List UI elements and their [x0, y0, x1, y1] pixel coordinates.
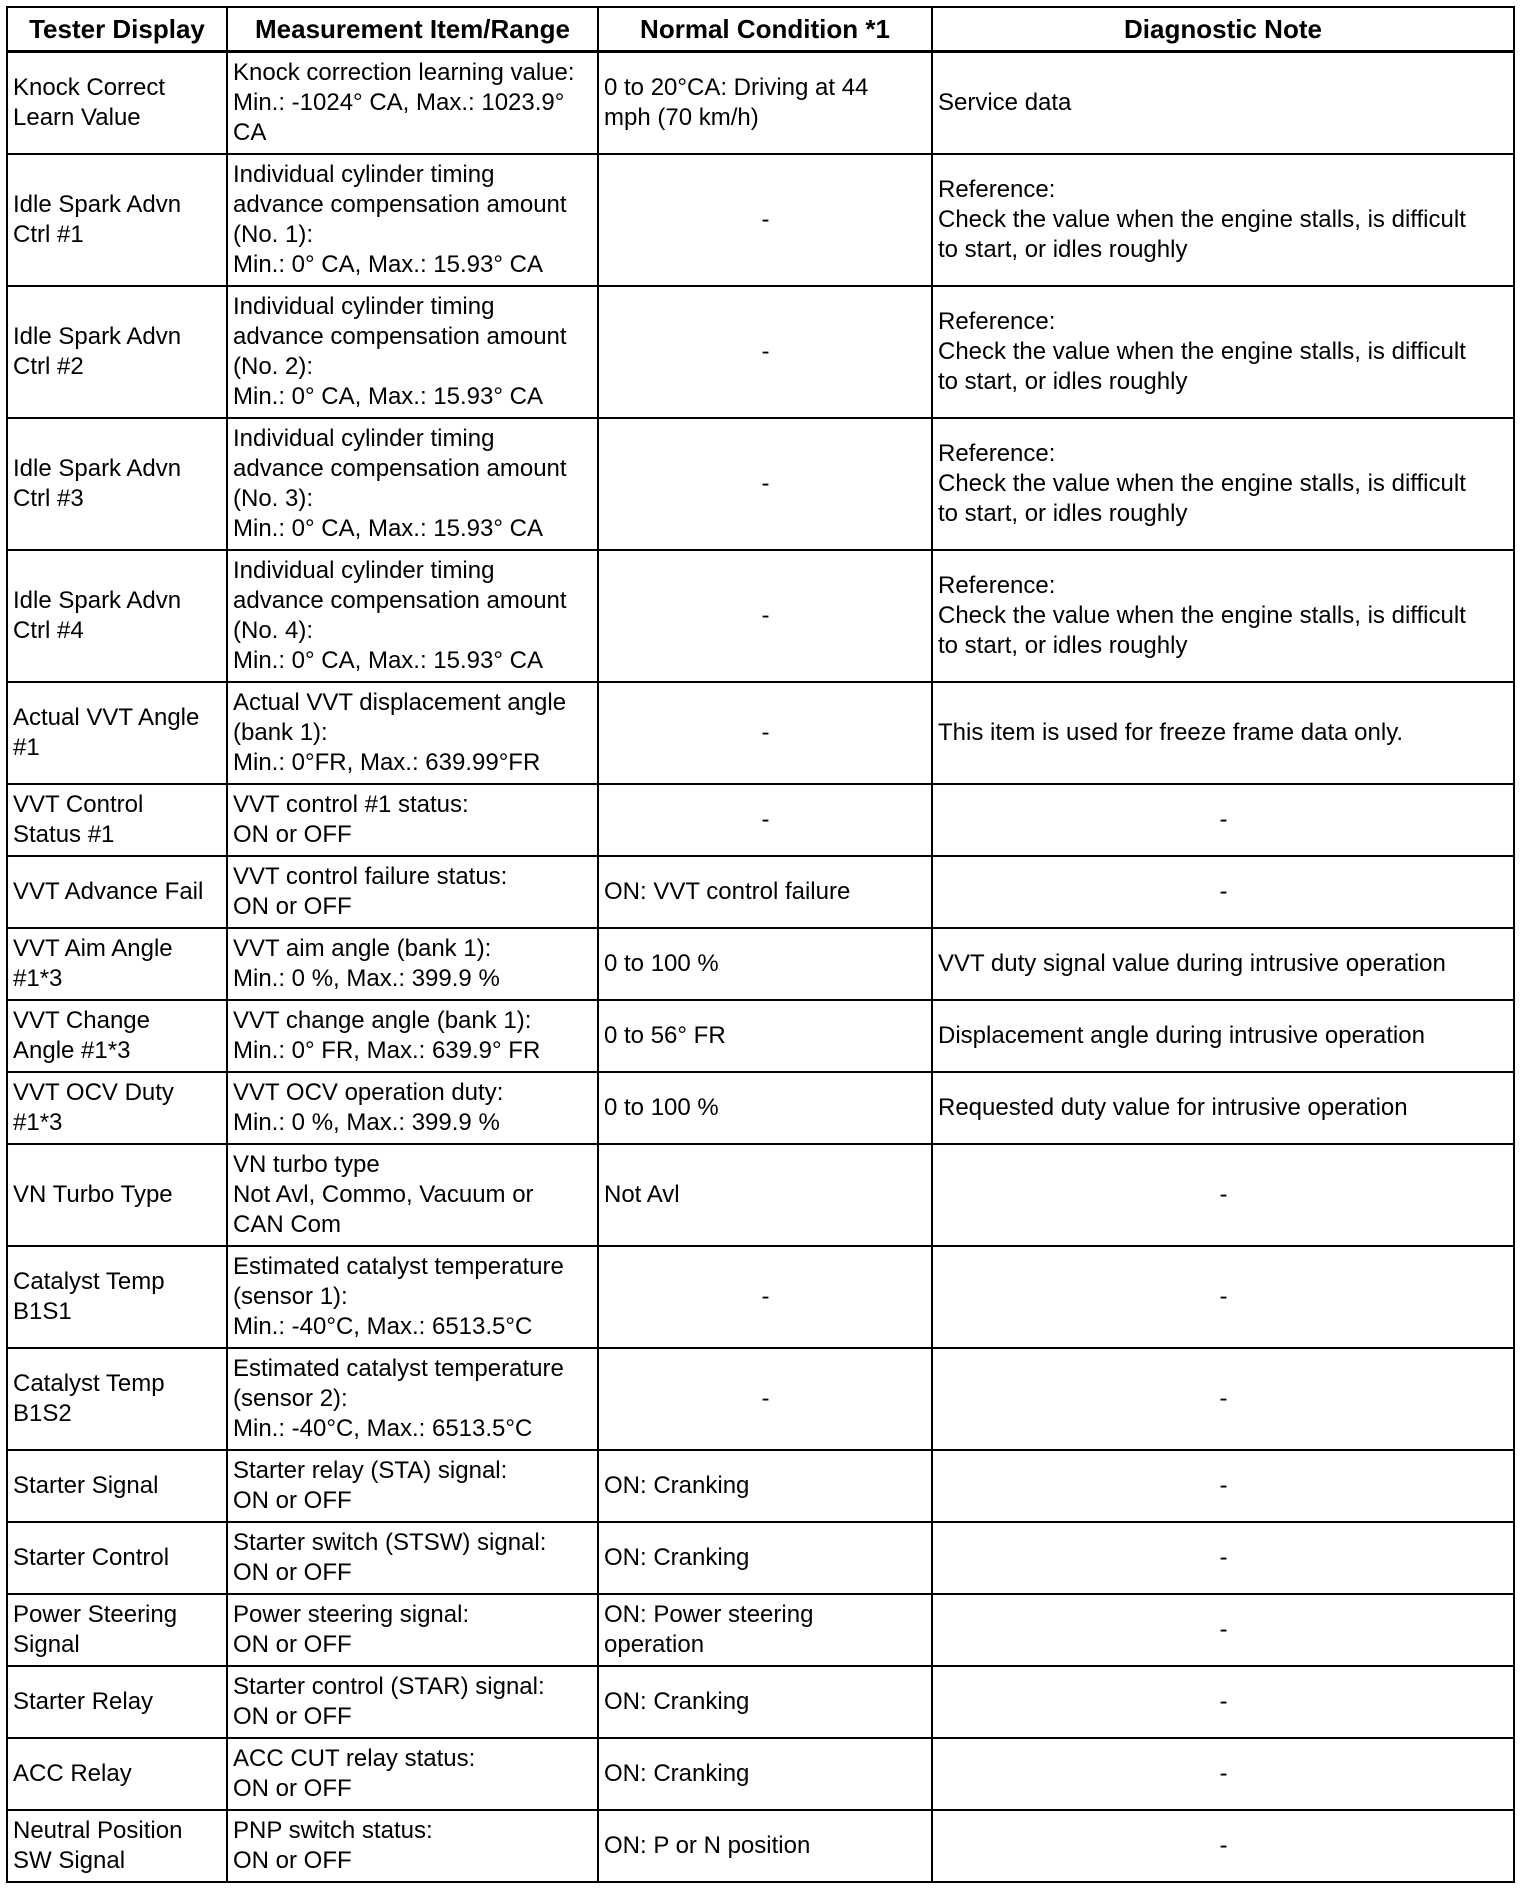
data-list-table: [6, 6, 1515, 1883]
cell-measurement-item: Individual cylinder timing advance compensation amount (No. 3): Min.: 0° CA, Max.: 15.93° CA: [227, 418, 598, 550]
cell-measurement-item: Starter switch (STSW) signal: ON or OFF: [227, 1522, 598, 1594]
cell-measurement-item: Starter relay (STA) signal: ON or OFF: [227, 1450, 598, 1522]
cell-normal-condition: 0 to 100 %: [598, 928, 932, 1000]
cell-diagnostic-note: -: [932, 1144, 1514, 1246]
cell-tester-display: Starter Relay: [7, 1666, 227, 1738]
cell-normal-condition: -: [598, 784, 932, 856]
cell-tester-display: Idle Spark Advn Ctrl #2: [7, 286, 227, 418]
cell-tester-display: Neutral Position SW Signal: [7, 1810, 227, 1882]
cell-normal-condition: ON: Power steering operation: [598, 1594, 932, 1666]
cell-tester-display: Idle Spark Advn Ctrl #3: [7, 418, 227, 550]
cell-normal-condition: ON: VVT control failure: [598, 856, 932, 928]
table-row: [7, 1144, 1514, 1246]
cell-diagnostic-note: -: [932, 856, 1514, 928]
cell-tester-display: Actual VVT Angle #1: [7, 682, 227, 784]
header-diagnostic-note: Diagnostic Note: [932, 7, 1514, 52]
table-row: [7, 550, 1514, 682]
cell-normal-condition: -: [598, 550, 932, 682]
table-row: [7, 1666, 1514, 1738]
cell-tester-display: VN Turbo Type: [7, 1144, 227, 1246]
table-row: [7, 928, 1514, 1000]
cell-tester-display: Catalyst Temp B1S2: [7, 1348, 227, 1450]
cell-normal-condition: -: [598, 1246, 932, 1348]
cell-tester-display: Starter Signal: [7, 1450, 227, 1522]
cell-measurement-item: VVT control failure status: ON or OFF: [227, 856, 598, 928]
cell-diagnostic-note: Reference: Check the value when the engine stalls, is difficult to start, or idles roughly: [932, 418, 1514, 550]
cell-measurement-item: Estimated catalyst temperature (sensor 2): Min.: -40°C, Max.: 6513.5°C: [227, 1348, 598, 1450]
cell-tester-display: VVT Change Angle #1*3: [7, 1000, 227, 1072]
table-row: [7, 1738, 1514, 1810]
cell-diagnostic-note: -: [932, 1450, 1514, 1522]
cell-tester-display: Idle Spark Advn Ctrl #4: [7, 550, 227, 682]
cell-tester-display: Knock Correct Learn Value: [7, 52, 227, 155]
cell-diagnostic-note: -: [932, 1246, 1514, 1348]
cell-diagnostic-note: VVT duty signal value during intrusive operation: [932, 928, 1514, 1000]
table-row: [7, 1522, 1514, 1594]
table-row: [7, 1450, 1514, 1522]
cell-normal-condition: -: [598, 154, 932, 286]
cell-tester-display: ACC Relay: [7, 1738, 227, 1810]
table-row: [7, 1810, 1514, 1882]
cell-diagnostic-note: -: [932, 1594, 1514, 1666]
cell-normal-condition: ON: Cranking: [598, 1738, 932, 1810]
table-header-row: [7, 7, 1514, 52]
header-tester-display: Tester Display: [7, 7, 227, 52]
cell-diagnostic-note: Reference: Check the value when the engine stalls, is difficult to start, or idles roughly: [932, 286, 1514, 418]
cell-measurement-item: VVT aim angle (bank 1): Min.: 0 %, Max.: 399.9 %: [227, 928, 598, 1000]
cell-measurement-item: PNP switch status: ON or OFF: [227, 1810, 598, 1882]
table-row: [7, 856, 1514, 928]
cell-normal-condition: 0 to 56° FR: [598, 1000, 932, 1072]
cell-normal-condition: 0 to 20°CA: Driving at 44 mph (70 km/h): [598, 52, 932, 155]
cell-normal-condition: 0 to 100 %: [598, 1072, 932, 1144]
cell-measurement-item: VVT OCV operation duty: Min.: 0 %, Max.: 399.9 %: [227, 1072, 598, 1144]
cell-diagnostic-note: -: [932, 784, 1514, 856]
cell-measurement-item: Knock correction learning value: Min.: -1024° CA, Max.: 1023.9° CA: [227, 52, 598, 155]
cell-normal-condition: -: [598, 1348, 932, 1450]
cell-diagnostic-note: Reference: Check the value when the engine stalls, is difficult to start, or idles roughly: [932, 154, 1514, 286]
cell-diagnostic-note: -: [932, 1522, 1514, 1594]
cell-measurement-item: ACC CUT relay status: ON or OFF: [227, 1738, 598, 1810]
cell-normal-condition: ON: Cranking: [598, 1522, 932, 1594]
table-row: [7, 1348, 1514, 1450]
table-row: [7, 784, 1514, 856]
cell-diagnostic-note: -: [932, 1348, 1514, 1450]
header-measurement-item: Measurement Item/Range: [227, 7, 598, 52]
cell-measurement-item: Actual VVT displacement angle (bank 1): Min.: 0°FR, Max.: 639.99°FR: [227, 682, 598, 784]
cell-measurement-item: VVT change angle (bank 1): Min.: 0° FR, Max.: 639.9° FR: [227, 1000, 598, 1072]
cell-measurement-item: Estimated catalyst temperature (sensor 1): Min.: -40°C, Max.: 6513.5°C: [227, 1246, 598, 1348]
table-row: [7, 682, 1514, 784]
cell-normal-condition: -: [598, 418, 932, 550]
cell-normal-condition: -: [598, 682, 932, 784]
cell-diagnostic-note: -: [932, 1810, 1514, 1882]
cell-diagnostic-note: Displacement angle during intrusive operation: [932, 1000, 1514, 1072]
cell-measurement-item: Individual cylinder timing advance compensation amount (No. 2): Min.: 0° CA, Max.: 15.93° CA: [227, 286, 598, 418]
cell-tester-display: VVT Advance Fail: [7, 856, 227, 928]
cell-diagnostic-note: Requested duty value for intrusive operation: [932, 1072, 1514, 1144]
table-row: [7, 154, 1514, 286]
cell-tester-display: Catalyst Temp B1S1: [7, 1246, 227, 1348]
cell-measurement-item: Individual cylinder timing advance compensation amount (No. 4): Min.: 0° CA, Max.: 15.93° CA: [227, 550, 598, 682]
cell-diagnostic-note: -: [932, 1738, 1514, 1810]
cell-tester-display: Idle Spark Advn Ctrl #1: [7, 154, 227, 286]
cell-measurement-item: VN turbo type Not Avl, Commo, Vacuum or CAN Com: [227, 1144, 598, 1246]
cell-measurement-item: Starter control (STAR) signal: ON or OFF: [227, 1666, 598, 1738]
cell-normal-condition: ON: Cranking: [598, 1666, 932, 1738]
table-row: [7, 286, 1514, 418]
cell-diagnostic-note: Reference: Check the value when the engine stalls, is difficult to start, or idles roughly: [932, 550, 1514, 682]
header-normal-condition: Normal Condition *1: [598, 7, 932, 52]
cell-measurement-item: VVT control #1 status: ON or OFF: [227, 784, 598, 856]
cell-normal-condition: ON: P or N position: [598, 1810, 932, 1882]
cell-tester-display: VVT Aim Angle #1*3: [7, 928, 227, 1000]
cell-tester-display: Power Steering Signal: [7, 1594, 227, 1666]
cell-normal-condition: ON: Cranking: [598, 1450, 932, 1522]
cell-tester-display: Starter Control: [7, 1522, 227, 1594]
table-row: [7, 1594, 1514, 1666]
table-row: [7, 1072, 1514, 1144]
cell-normal-condition: -: [598, 286, 932, 418]
cell-tester-display: VVT OCV Duty #1*3: [7, 1072, 227, 1144]
table-row: [7, 418, 1514, 550]
cell-normal-condition: Not Avl: [598, 1144, 932, 1246]
table-row: [7, 52, 1514, 155]
cell-measurement-item: Power steering signal: ON or OFF: [227, 1594, 598, 1666]
table-row: [7, 1246, 1514, 1348]
table-row: [7, 1000, 1514, 1072]
cell-diagnostic-note: Service data: [932, 52, 1514, 155]
cell-diagnostic-note: -: [932, 1666, 1514, 1738]
cell-tester-display: VVT Control Status #1: [7, 784, 227, 856]
cell-measurement-item: Individual cylinder timing advance compensation amount (No. 1): Min.: 0° CA, Max.: 15.93° CA: [227, 154, 598, 286]
cell-diagnostic-note: This item is used for freeze frame data only.: [932, 682, 1514, 784]
